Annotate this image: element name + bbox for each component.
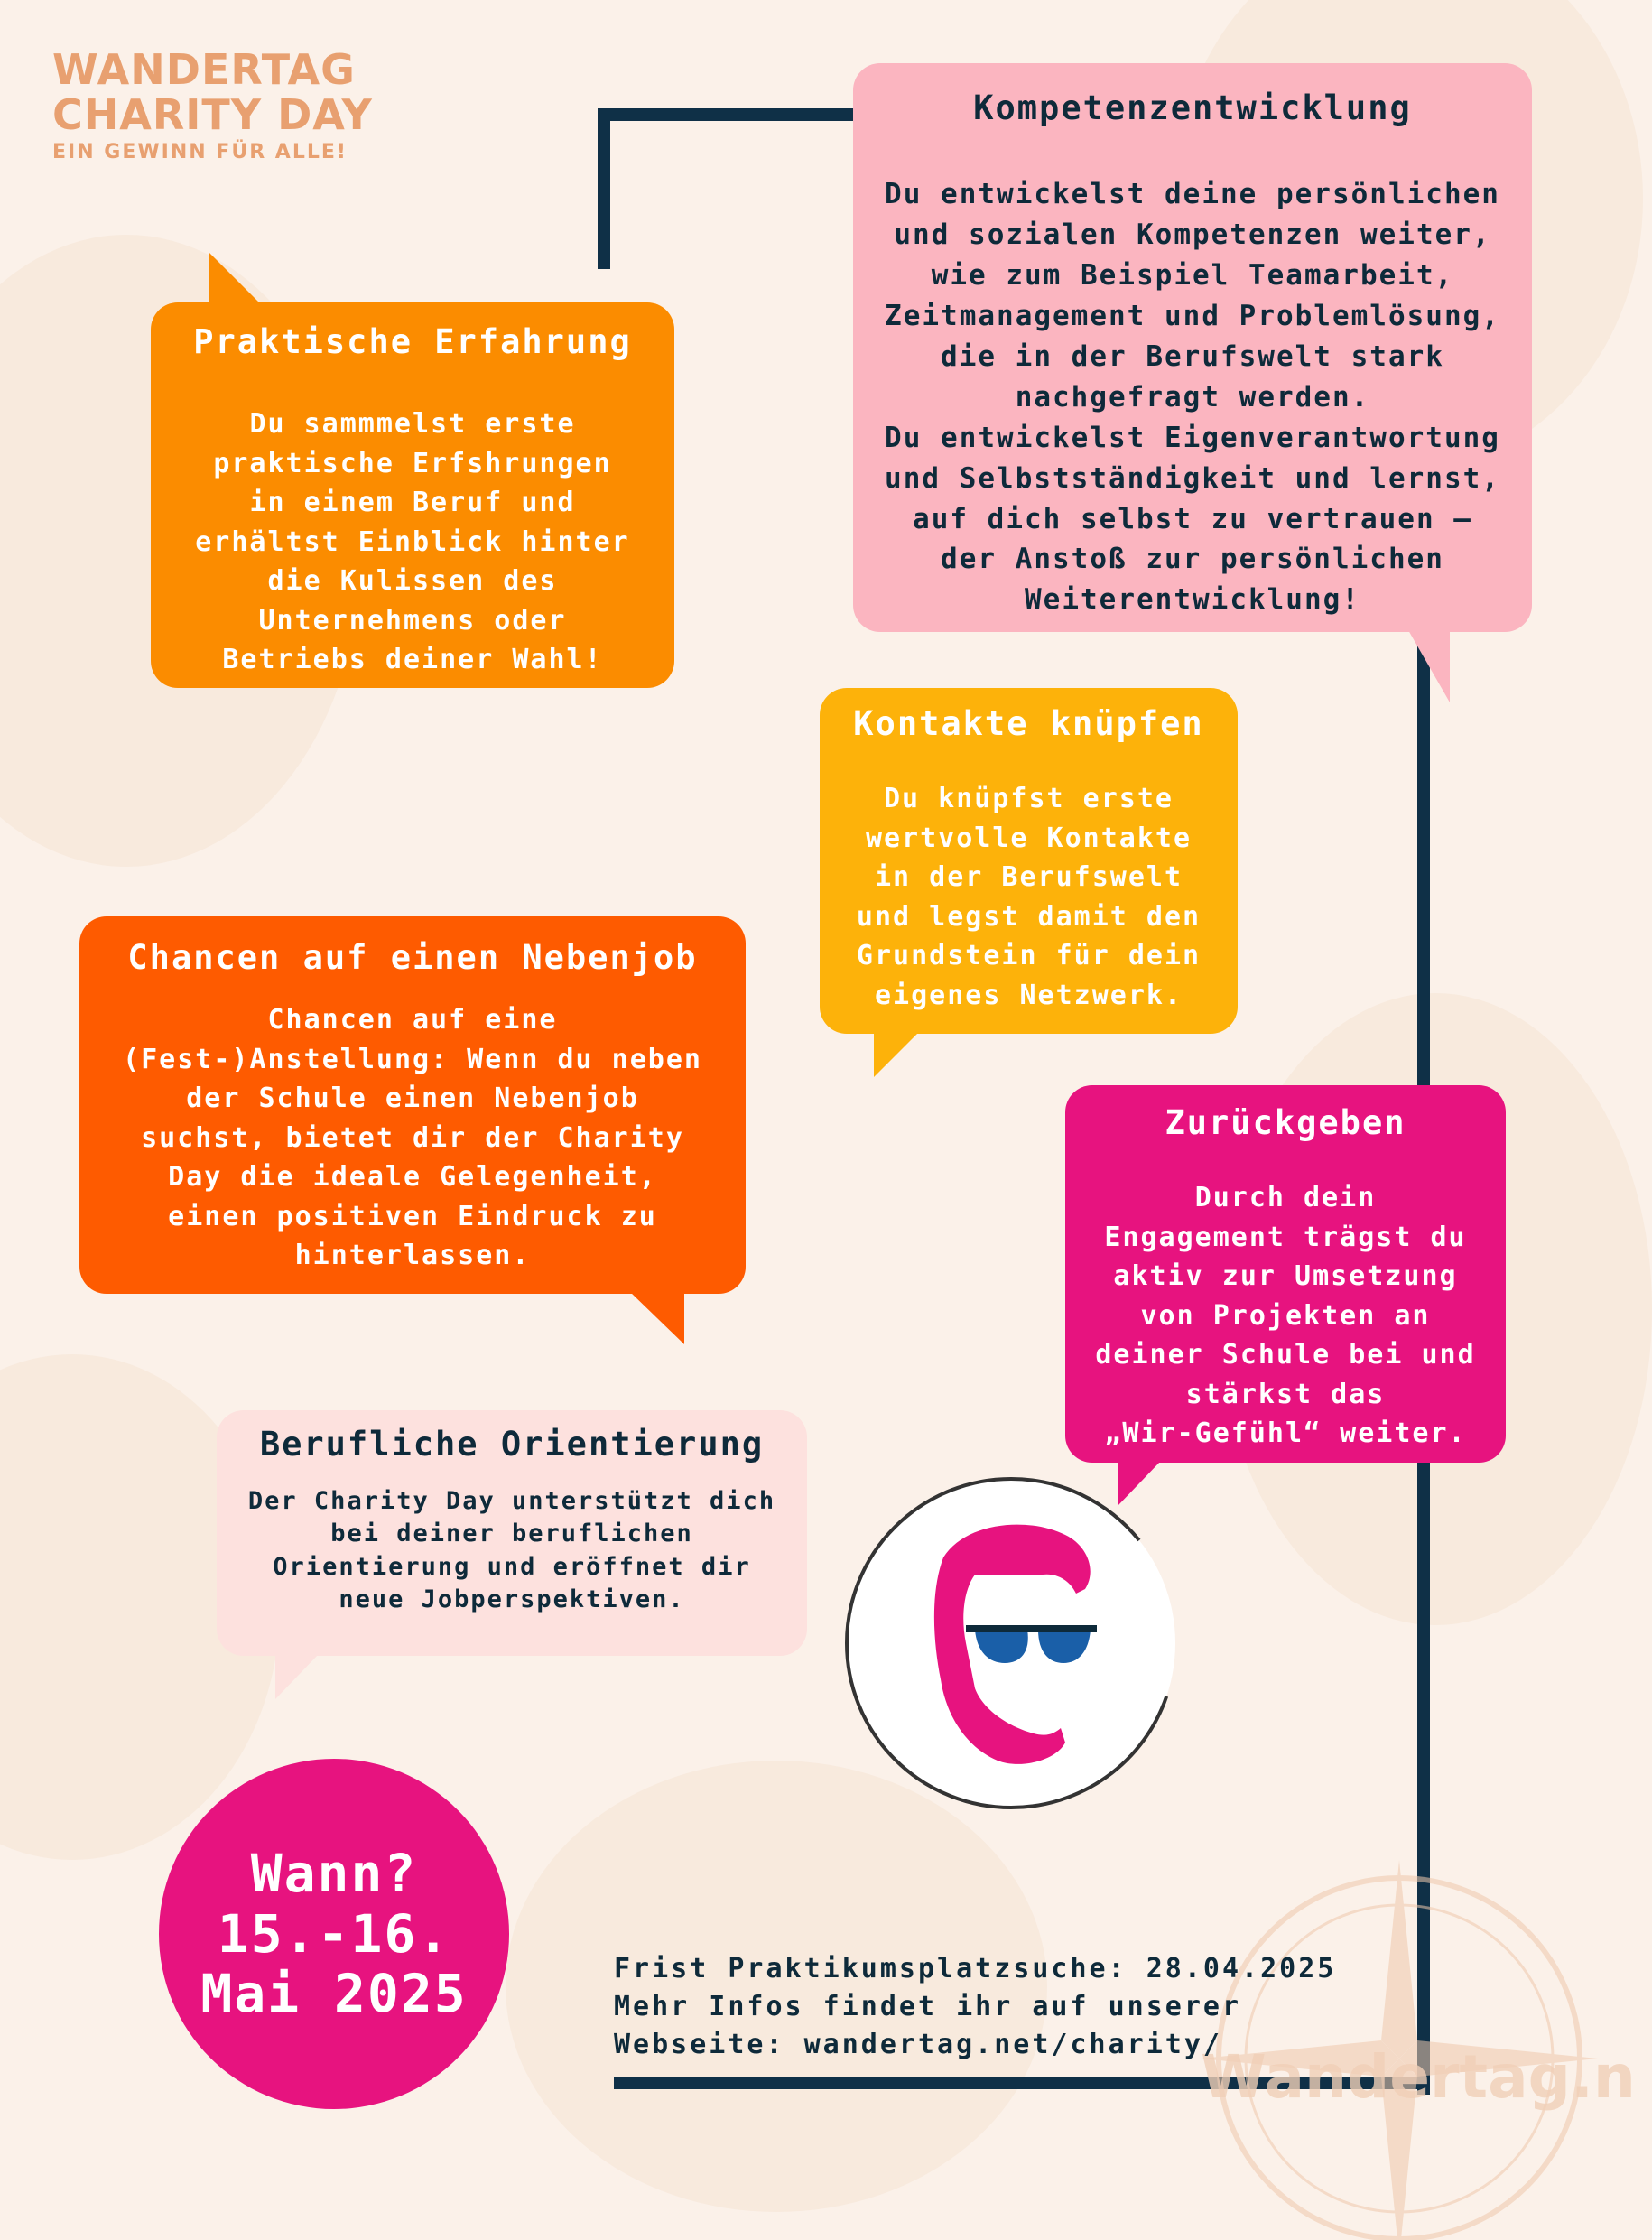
bubble-title: Berufliche Orientierung xyxy=(259,1425,765,1464)
bubble-text: Du entwickelst deine persönlichen und sozialen Kompetenzen weiter, wie zum Beispiel Teamarbeit, Zeitmanagement und Problemlösung, die in der Berufswelt stark nachgefragt werden. Du entwickelst Eigenverantwortung und Selbstständigkeit und lernst, auf dich selbst zu vertrauen – der Anstoß zur persönlichen Weiterentwicklung! xyxy=(885,178,1500,617)
bubble-tail xyxy=(630,1292,684,1344)
bubble-tail xyxy=(874,1032,919,1077)
avatar-logo-icon xyxy=(840,1472,1183,1815)
bubble-tail xyxy=(209,253,262,305)
header-logo xyxy=(52,47,373,163)
bubble-text: Du sammmelst erste praktische Erfshrungen in einem Beruf und erhältst Einblick hinter die Kulissen des Unternehmens oder Betriebs deiner Wahl! xyxy=(195,408,630,675)
frame-line-top xyxy=(598,108,859,121)
bubble-text: Der Charity Day unterstützt dich bei deiner beruflichen Orientierung und eröffnet dir neue Jobperspektiven. xyxy=(247,1487,776,1614)
bubble-title: Zurückgeben xyxy=(1165,1103,1406,1142)
bubble-kontakte-knuepfen xyxy=(820,688,1238,1034)
footer-info-line: Mehr Infos findet ihr auf unserer xyxy=(614,1991,1242,2022)
bubble-kompetenzentwicklung xyxy=(853,63,1532,632)
header-title-line1: WANDERTAG xyxy=(52,45,356,94)
header-title-line2: CHARITY DAY xyxy=(52,90,373,139)
bubble-text: Durch dein Engagement trägst du aktiv zur Umsetzung von Projekten an deiner Schule bei und stärkst das „Wir-Gefühl“ weiter. xyxy=(1095,1182,1476,1449)
header-tagline: EIN GEWINN FÜR ALLE! xyxy=(52,141,348,163)
frame-line-left xyxy=(598,108,610,269)
date-badge xyxy=(159,1759,509,2109)
bubble-berufliche-orientierung xyxy=(217,1410,807,1656)
bubble-title: Kompetenzentwicklung xyxy=(973,88,1412,127)
bubble-title: Praktische Erfahrung xyxy=(193,322,632,361)
bubble-nebenjob xyxy=(79,916,746,1294)
date-question: Wann? xyxy=(250,1842,418,1904)
bubble-praktische-erfahrung xyxy=(151,302,674,688)
watermark-text: Wandertag.n xyxy=(1201,2042,1636,2112)
footer-website-link[interactable]: Webseite: wandertag.net/charity/ xyxy=(614,2029,1222,2060)
bubble-text: Du knüpfst erste wertvolle Kontakte in der Berufswelt und legst damit den Grundstein für dein eigenes Netzwerk. xyxy=(856,783,1202,1011)
date-days: 15.-16. xyxy=(217,1902,451,1965)
date-month-year: Mai 2025 xyxy=(200,1963,468,2025)
bubble-zurueckgeben xyxy=(1065,1085,1506,1463)
bubble-tail xyxy=(1408,630,1450,702)
bubble-text: Chancen auf eine (Fest-)Anstellung: Wenn du neben der Schule einen Nebenjob suchst, bietet dir der Charity Day die ideale Gelegenheit, einen positiven Eindruck zu hinterlassen. xyxy=(123,1004,702,1271)
footer-deadline: Frist Praktikumsplatzsuche: 28.04.2025 xyxy=(614,1953,1337,1984)
bubble-tail xyxy=(275,1654,319,1699)
footer-info xyxy=(614,1950,1336,2064)
bubble-title: Chancen auf einen Nebenjob xyxy=(127,938,698,977)
bubble-title: Kontakte knüpfen xyxy=(853,704,1204,743)
